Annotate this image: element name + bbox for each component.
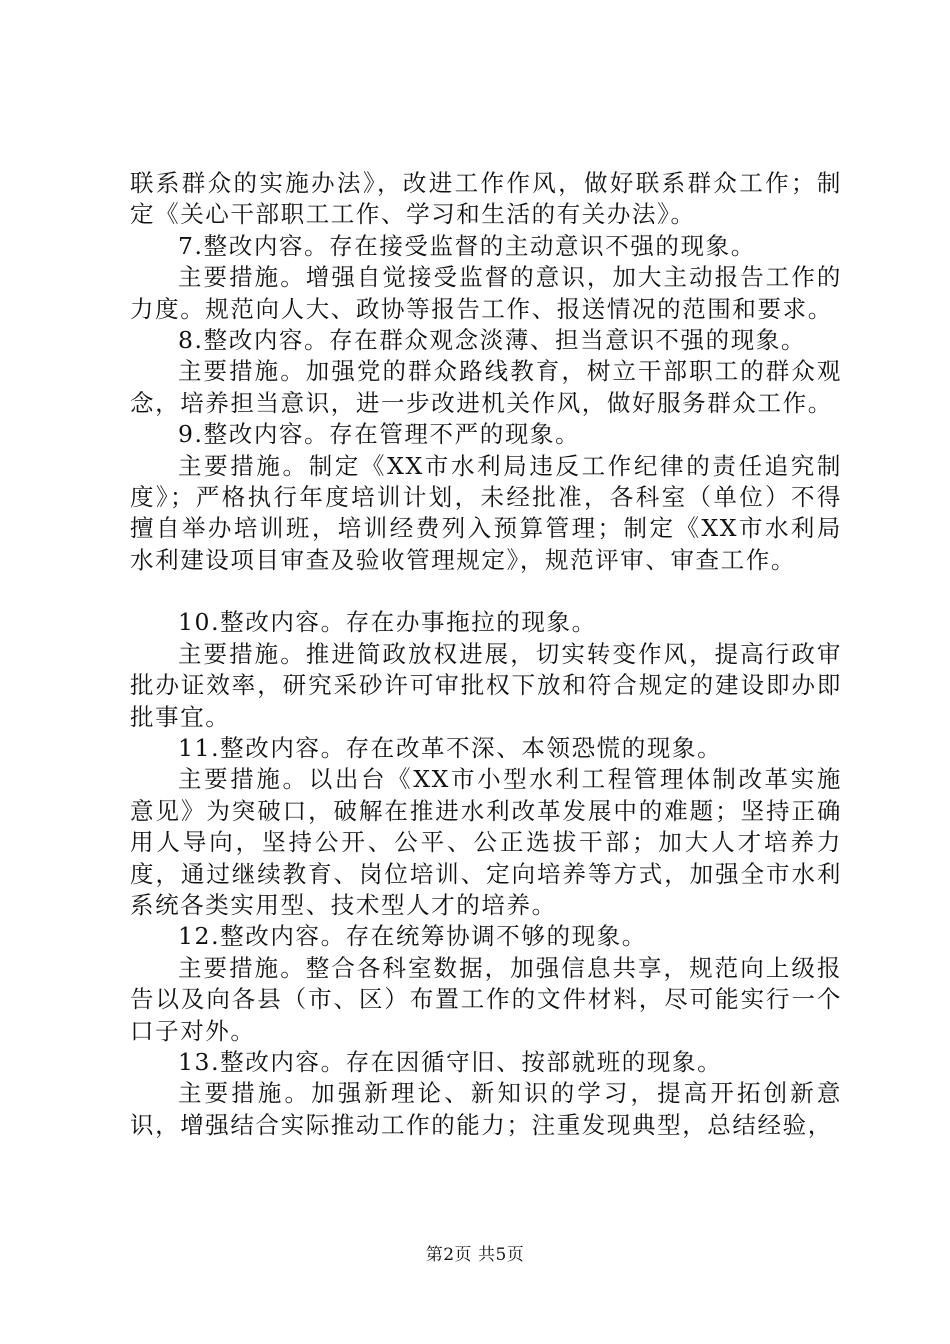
paragraph-gap [130, 576, 842, 607]
paragraph-item-8-measures: 主要措施。加强党的群众路线教育，树立干部职工的群众观念，培养担当意识，进一步改进机关作风，做好服务群众工作。 [130, 357, 842, 417]
paragraph-item-13-title: 13.整改内容。存在因循守旧、按部就班的现象。 [178, 1047, 723, 1076]
paragraph-item-7-title: 7.整改内容。存在接受监督的主动意识不强的现象。 [178, 231, 756, 260]
paragraph-item-11-measures: 主要措施。以出台《XX市小型水利工程管理体制改革实施意见》为突破口，破解在推进水利改革发展中的难题；坚持正确用人导向，坚持公开、公平、公正选拔干部；加大人才培养力度，通过继续教育、岗位培训、定向培养等方式，加强全市水利系统各类实用型、技术型人才的培养。 [130, 765, 842, 919]
document-body [130, 168, 842, 1141]
paragraph-item-10-measures: 主要措施。推进简政放权进展，切实转变作风，提高行政审批办证效率，研究采砂许可审批权下放和符合规定的建设即办即批事宜。 [130, 639, 842, 731]
paragraph-item-9-measures: 主要措施。制定《XX市水利局违反工作纪律的责任追究制度》；严格执行年度培训计划，未经批准，各科室（单位）不得擅自举办培训班，培训经费列入预算管理；制定《XX市水利局水利建设项目审查及验收管理规定》，规范评审、审查工作。 [130, 451, 842, 574]
paragraph-item-7-measures: 主要措施。增强自觉接受监督的意识，加大主动报告工作的力度。规范向人大、政协等报告工作、报送情况的范围和要求。 [130, 263, 842, 323]
paragraph-item-11-title: 11.整改内容。存在改革不深、本领恐慌的现象。 [178, 733, 723, 762]
paragraph-item-13-measures: 主要措施。加强新理论、新知识的学习，提高开拓创新意识，增强结合实际推动工作的能力；注重发现典型，总结经验， [130, 1079, 842, 1139]
paragraph-item-12-title: 12.整改内容。存在统筹协调不够的现象。 [178, 922, 647, 951]
paragraph-item-10-title: 10.整改内容。存在办事拖拉的现象。 [178, 608, 597, 637]
paragraph-continuation: 联系群众的实施办法》，改进工作作风，做好联系群众工作；制定《关心干部职工工作、学习和生活的有关办法》。 [130, 169, 842, 229]
paragraph-item-9-title: 9.整改内容。存在管理不严的现象。 [178, 420, 581, 449]
paragraph-item-12-measures: 主要措施。整合各科室数据，加强信息共享，规范向上级报告以及向各县（市、区）布置工作的文件材料，尽可能实行一个口子对外。 [130, 953, 842, 1045]
page-number-footer: 第2页 共5页 [425, 1245, 525, 1265]
paragraph-item-8-title: 8.整改内容。存在群众观念淡薄、担当意识不强的现象。 [178, 326, 807, 355]
